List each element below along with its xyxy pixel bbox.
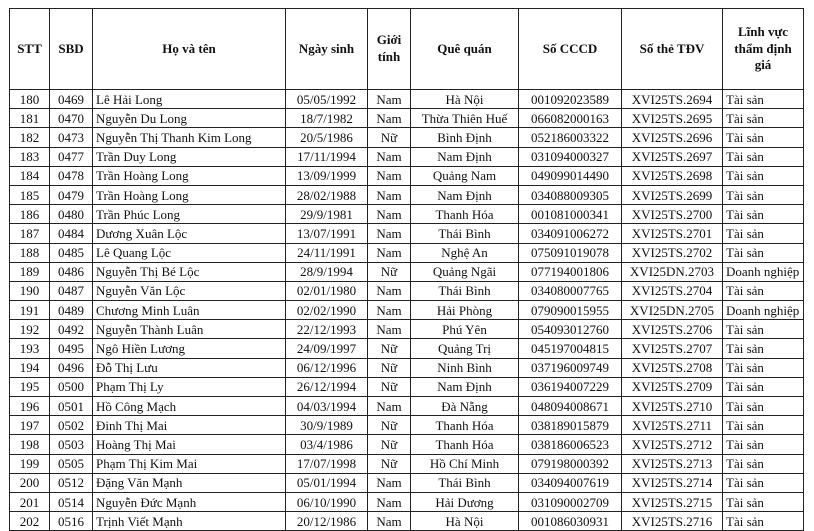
table-row: [10, 128, 804, 147]
cell-date-of-birth: 30/9/1989: [286, 416, 368, 435]
cell-card-number: XVI25TS.2701: [622, 224, 723, 243]
cell-sbd: 0505: [50, 454, 93, 473]
cell-full-name: Trần Hoàng Long: [93, 185, 286, 204]
table-row: [10, 281, 804, 300]
cell-sbd: 0487: [50, 281, 93, 300]
cell-stt: 187: [10, 224, 50, 243]
table-row: [10, 185, 804, 204]
cell-sbd: 0473: [50, 128, 93, 147]
cell-hometown: Nam Định: [411, 377, 519, 396]
cell-card-number: XVI25TS.2700: [622, 205, 723, 224]
cell-sbd: 0478: [50, 166, 93, 185]
cell-date-of-birth: 20/5/1986: [286, 128, 368, 147]
table-row: [10, 205, 804, 224]
cell-field: Tài sản: [723, 147, 804, 166]
cell-stt: 189: [10, 262, 50, 281]
cell-sbd: 0469: [50, 90, 93, 109]
cell-full-name: Phạm Thị Kim Mai: [93, 454, 286, 473]
cell-id-number: 038186006523: [519, 435, 622, 454]
cell-field: Tài sản: [723, 397, 804, 416]
cell-gender: Nam: [368, 301, 411, 320]
cell-gender: Nam: [368, 320, 411, 339]
cell-id-number: 037196009749: [519, 358, 622, 377]
cell-hometown: Thanh Hóa: [411, 416, 519, 435]
cell-date-of-birth: 17/07/1998: [286, 454, 368, 473]
cell-id-number: 045197004815: [519, 339, 622, 358]
cell-id-number: 034088009305: [519, 185, 622, 204]
cell-hometown: Thái Bình: [411, 224, 519, 243]
cell-stt: 196: [10, 397, 50, 416]
cell-date-of-birth: 05/05/1992: [286, 90, 368, 109]
cell-date-of-birth: 02/01/1980: [286, 281, 368, 300]
table-row: [10, 109, 804, 128]
cell-field: Tài sản: [723, 320, 804, 339]
cell-hometown: Thái Bình: [411, 281, 519, 300]
cell-stt: 180: [10, 90, 50, 109]
cell-hometown: Đà Nẵng: [411, 397, 519, 416]
cell-card-number: XVI25TS.2709: [622, 377, 723, 396]
cell-hometown: Hà Nội: [411, 90, 519, 109]
cell-stt: 198: [10, 435, 50, 454]
cell-full-name: Nguyễn Đức Mạnh: [93, 492, 286, 511]
table-header-row: [10, 9, 804, 90]
cell-field: Tài sản: [723, 473, 804, 492]
cell-date-of-birth: 06/10/1990: [286, 492, 368, 511]
table-row: [10, 320, 804, 339]
header-full-name: Họ và tên: [93, 9, 286, 90]
cell-hometown: Quảng Trị: [411, 339, 519, 358]
cell-field: Tài sản: [723, 492, 804, 511]
table-row: [10, 262, 804, 281]
cell-field: Tài sản: [723, 205, 804, 224]
cell-id-number: 066082000163: [519, 109, 622, 128]
cell-field: Tài sản: [723, 454, 804, 473]
cell-sbd: 0479: [50, 185, 93, 204]
cell-hometown: Hải Dương: [411, 492, 519, 511]
cell-id-number: 001081000341: [519, 205, 622, 224]
cell-hometown: Thanh Hóa: [411, 435, 519, 454]
header-id-number: Số CCCD: [519, 9, 622, 90]
cell-gender: Nam: [368, 166, 411, 185]
table-row: [10, 454, 804, 473]
cell-sbd: 0502: [50, 416, 93, 435]
cell-sbd: 0470: [50, 109, 93, 128]
cell-stt: 190: [10, 281, 50, 300]
cell-sbd: 0516: [50, 512, 93, 531]
cell-full-name: Hoàng Thị Mai: [93, 435, 286, 454]
header-sbd: SBD: [50, 9, 93, 90]
cell-card-number: XVI25TS.2711: [622, 416, 723, 435]
cell-date-of-birth: 02/02/1990: [286, 301, 368, 320]
table-row: [10, 90, 804, 109]
cell-field: Tài sản: [723, 281, 804, 300]
cell-date-of-birth: 06/12/1996: [286, 358, 368, 377]
header-stt: STT: [10, 9, 50, 90]
cell-id-number: 075091019078: [519, 243, 622, 262]
cell-full-name: Đặng Văn Mạnh: [93, 473, 286, 492]
cell-id-number: 038189015879: [519, 416, 622, 435]
cell-card-number: XVI25TS.2712: [622, 435, 723, 454]
cell-stt: 201: [10, 492, 50, 511]
cell-gender: Nữ: [368, 454, 411, 473]
cell-hometown: Nam Định: [411, 185, 519, 204]
cell-card-number: XVI25DN.2705: [622, 301, 723, 320]
cell-sbd: 0501: [50, 397, 93, 416]
cell-stt: 185: [10, 185, 50, 204]
table-row: [10, 243, 804, 262]
cell-date-of-birth: 24/11/1991: [286, 243, 368, 262]
cell-sbd: 0484: [50, 224, 93, 243]
cell-id-number: 052186003322: [519, 128, 622, 147]
cell-full-name: Chương Minh Luân: [93, 301, 286, 320]
cell-full-name: Phạm Thị Ly: [93, 377, 286, 396]
table-row: [10, 435, 804, 454]
cell-stt: 199: [10, 454, 50, 473]
cell-card-number: XVI25TS.2694: [622, 90, 723, 109]
cell-full-name: Nguyễn Thị Thanh Kim Long: [93, 128, 286, 147]
cell-full-name: Dương Xuân Lộc: [93, 224, 286, 243]
cell-date-of-birth: 04/03/1994: [286, 397, 368, 416]
cell-hometown: Thừa Thiên Huế: [411, 109, 519, 128]
cell-hometown: Thái Bình: [411, 473, 519, 492]
cell-sbd: 0512: [50, 473, 93, 492]
cell-stt: 186: [10, 205, 50, 224]
header-card-number: Số thẻ TĐV: [622, 9, 723, 90]
cell-gender: Nam: [368, 512, 411, 531]
cell-stt: 200: [10, 473, 50, 492]
cell-sbd: 0480: [50, 205, 93, 224]
cell-field: Tài sản: [723, 416, 804, 435]
cell-gender: Nam: [368, 109, 411, 128]
cell-full-name: Nguyễn Du Long: [93, 109, 286, 128]
cell-id-number: 034080007765: [519, 281, 622, 300]
table-row: [10, 301, 804, 320]
cell-sbd: 0489: [50, 301, 93, 320]
cell-card-number: XVI25TS.2716: [622, 512, 723, 531]
cell-card-number: XVI25TS.2710: [622, 397, 723, 416]
cell-stt: 181: [10, 109, 50, 128]
cell-sbd: 0500: [50, 377, 93, 396]
cell-sbd: 0495: [50, 339, 93, 358]
candidate-table: [9, 8, 804, 531]
cell-date-of-birth: 26/12/1994: [286, 377, 368, 396]
cell-card-number: XVI25TS.2714: [622, 473, 723, 492]
cell-gender: Nam: [368, 473, 411, 492]
cell-stt: 195: [10, 377, 50, 396]
cell-card-number: XVI25TS.2708: [622, 358, 723, 377]
document-page: [9, 8, 803, 531]
cell-hometown: Nghệ An: [411, 243, 519, 262]
cell-card-number: XVI25TS.2704: [622, 281, 723, 300]
cell-field: Doanh nghiệp: [723, 301, 804, 320]
cell-id-number: 079090015955: [519, 301, 622, 320]
cell-gender: Nam: [368, 185, 411, 204]
header-date-of-birth: Ngày sinh: [286, 9, 368, 90]
cell-gender: Nữ: [368, 358, 411, 377]
cell-gender: Nam: [368, 281, 411, 300]
table-row: [10, 512, 804, 531]
cell-card-number: XVI25TS.2713: [622, 454, 723, 473]
cell-stt: 193: [10, 339, 50, 358]
cell-id-number: 048094008671: [519, 397, 622, 416]
cell-stt: 191: [10, 301, 50, 320]
cell-gender: Nam: [368, 205, 411, 224]
cell-hometown: Hồ Chí Minh: [411, 454, 519, 473]
cell-gender: Nam: [368, 243, 411, 262]
cell-field: Tài sản: [723, 128, 804, 147]
cell-card-number: XVI25TS.2695: [622, 109, 723, 128]
cell-id-number: 049099014490: [519, 166, 622, 185]
table-row: [10, 358, 804, 377]
cell-hometown: Hải Phòng: [411, 301, 519, 320]
cell-full-name: Nguyễn Văn Lộc: [93, 281, 286, 300]
table-row: [10, 166, 804, 185]
cell-full-name: Trần Duy Long: [93, 147, 286, 166]
cell-hometown: Thanh Hóa: [411, 205, 519, 224]
cell-full-name: Hồ Công Mạch: [93, 397, 286, 416]
cell-stt: 194: [10, 358, 50, 377]
header-gender: Giới tính: [368, 9, 411, 90]
cell-field: Tài sản: [723, 185, 804, 204]
cell-gender: Nam: [368, 492, 411, 511]
cell-date-of-birth: 28/02/1988: [286, 185, 368, 204]
table-row: [10, 473, 804, 492]
cell-date-of-birth: 03/4/1986: [286, 435, 368, 454]
header-hometown: Quê quán: [411, 9, 519, 90]
cell-sbd: 0477: [50, 147, 93, 166]
table-row: [10, 339, 804, 358]
cell-gender: Nam: [368, 224, 411, 243]
cell-id-number: 077194001806: [519, 262, 622, 281]
cell-date-of-birth: 22/12/1993: [286, 320, 368, 339]
cell-id-number: 036194007229: [519, 377, 622, 396]
cell-field: Tài sản: [723, 224, 804, 243]
cell-hometown: Hà Nội: [411, 512, 519, 531]
table-row: [10, 377, 804, 396]
cell-date-of-birth: 13/09/1999: [286, 166, 368, 185]
cell-stt: 182: [10, 128, 50, 147]
cell-field: Tài sản: [723, 109, 804, 128]
cell-field: Tài sản: [723, 243, 804, 262]
cell-hometown: Ninh Bình: [411, 358, 519, 377]
cell-hometown: Quảng Nam: [411, 166, 519, 185]
cell-card-number: XVI25TS.2702: [622, 243, 723, 262]
cell-gender: Nữ: [368, 339, 411, 358]
cell-date-of-birth: 13/07/1991: [286, 224, 368, 243]
cell-sbd: 0485: [50, 243, 93, 262]
cell-full-name: Trần Phúc Long: [93, 205, 286, 224]
cell-stt: 183: [10, 147, 50, 166]
cell-full-name: Đỗ Thị Lưu: [93, 358, 286, 377]
table-row: [10, 147, 804, 166]
cell-hometown: Nam Định: [411, 147, 519, 166]
cell-id-number: 079198000392: [519, 454, 622, 473]
cell-gender: Nữ: [368, 262, 411, 281]
cell-sbd: 0514: [50, 492, 93, 511]
cell-hometown: Quảng Ngãi: [411, 262, 519, 281]
cell-full-name: Lê Hải Long: [93, 90, 286, 109]
cell-card-number: XVI25TS.2696: [622, 128, 723, 147]
cell-sbd: 0496: [50, 358, 93, 377]
cell-card-number: XVI25DN.2703: [622, 262, 723, 281]
cell-card-number: XVI25TS.2699: [622, 185, 723, 204]
cell-full-name: Nguyễn Thành Luân: [93, 320, 286, 339]
cell-gender: Nam: [368, 147, 411, 166]
cell-sbd: 0503: [50, 435, 93, 454]
cell-gender: Nữ: [368, 416, 411, 435]
cell-stt: 202: [10, 512, 50, 531]
header-field: Lĩnh vực thẩm định giá: [723, 9, 804, 90]
cell-id-number: 031090002709: [519, 492, 622, 511]
cell-full-name: Đinh Thị Mai: [93, 416, 286, 435]
cell-id-number: 034091006272: [519, 224, 622, 243]
cell-field: Tài sản: [723, 435, 804, 454]
cell-hometown: Bình Định: [411, 128, 519, 147]
cell-sbd: 0492: [50, 320, 93, 339]
cell-full-name: Trịnh Viết Mạnh: [93, 512, 286, 531]
cell-card-number: XVI25TS.2706: [622, 320, 723, 339]
cell-full-name: Trần Hoàng Long: [93, 166, 286, 185]
cell-date-of-birth: 17/11/1994: [286, 147, 368, 166]
cell-full-name: Lê Quang Lộc: [93, 243, 286, 262]
cell-gender: Nam: [368, 397, 411, 416]
cell-card-number: XVI25TS.2698: [622, 166, 723, 185]
cell-hometown: Phú Yên: [411, 320, 519, 339]
cell-id-number: 001092023589: [519, 90, 622, 109]
cell-gender: Nữ: [368, 377, 411, 396]
cell-full-name: Nguyễn Thị Bé Lộc: [93, 262, 286, 281]
cell-date-of-birth: 18/7/1982: [286, 109, 368, 128]
cell-field: Tài sản: [723, 358, 804, 377]
cell-date-of-birth: 28/9/1994: [286, 262, 368, 281]
cell-stt: 188: [10, 243, 50, 262]
cell-id-number: 054093012760: [519, 320, 622, 339]
cell-field: Tài sản: [723, 90, 804, 109]
cell-card-number: XVI25TS.2707: [622, 339, 723, 358]
cell-stt: 192: [10, 320, 50, 339]
cell-gender: Nam: [368, 90, 411, 109]
cell-stt: 197: [10, 416, 50, 435]
cell-card-number: XVI25TS.2697: [622, 147, 723, 166]
cell-field: Tài sản: [723, 166, 804, 185]
cell-gender: Nữ: [368, 435, 411, 454]
cell-id-number: 001086030931: [519, 512, 622, 531]
table-row: [10, 224, 804, 243]
cell-date-of-birth: 29/9/1981: [286, 205, 368, 224]
table-row: [10, 492, 804, 511]
cell-stt: 184: [10, 166, 50, 185]
cell-id-number: 031094000327: [519, 147, 622, 166]
cell-date-of-birth: 20/12/1986: [286, 512, 368, 531]
cell-field: Tài sản: [723, 512, 804, 531]
cell-field: Tài sản: [723, 339, 804, 358]
cell-field: Doanh nghiệp: [723, 262, 804, 281]
cell-sbd: 0486: [50, 262, 93, 281]
table-row: [10, 397, 804, 416]
cell-card-number: XVI25TS.2715: [622, 492, 723, 511]
cell-date-of-birth: 24/09/1997: [286, 339, 368, 358]
cell-id-number: 034094007619: [519, 473, 622, 492]
cell-field: Tài sản: [723, 377, 804, 396]
cell-date-of-birth: 05/01/1994: [286, 473, 368, 492]
cell-full-name: Ngô Hiền Lương: [93, 339, 286, 358]
table-row: [10, 416, 804, 435]
cell-gender: Nữ: [368, 128, 411, 147]
